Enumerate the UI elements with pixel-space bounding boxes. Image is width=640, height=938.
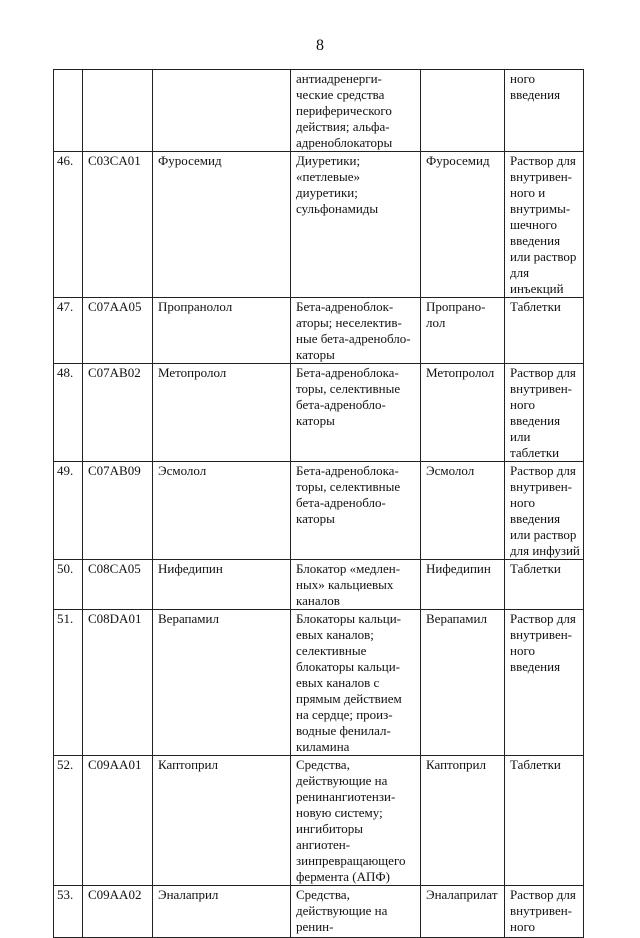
pharmacological-group: антиадренерги- ческие средства периферического действия; альфа- адреноблокаторы bbox=[291, 70, 421, 152]
inn-name: Нифедипин bbox=[421, 560, 505, 610]
dosage-form: Раствор для внутривен- ного bbox=[505, 886, 584, 938]
inn-name: Каптоприл bbox=[421, 756, 505, 886]
atc-code: C08CA05 bbox=[83, 560, 153, 610]
pharmacological-group: Бета-адреноблока- торы, селективные бета-адренобло- каторы bbox=[291, 364, 421, 462]
row-number: 46. bbox=[54, 152, 83, 298]
drug-name: Каптоприл bbox=[153, 756, 291, 886]
pharmacological-group: Блокатор «медлен- ных» кальциевых каналов bbox=[291, 560, 421, 610]
drug-name: Метопролол bbox=[153, 364, 291, 462]
row-number: 51. bbox=[54, 610, 83, 756]
atc-code: C07AB09 bbox=[83, 462, 153, 560]
atc-code: C03CA01 bbox=[83, 152, 153, 298]
dosage-form: Раствор для внутривен- ного введения bbox=[505, 610, 584, 756]
page-number: 8 bbox=[316, 37, 324, 54]
dosage-form: Таблетки bbox=[505, 560, 584, 610]
pharmacological-group: Диуретики; «петлевые» диуретики; сульфонамиды bbox=[291, 152, 421, 298]
dosage-form: ного введения bbox=[505, 70, 584, 152]
drug-name: Верапамил bbox=[153, 610, 291, 756]
drug-name: Нифедипин bbox=[153, 560, 291, 610]
drug-name: Эсмолол bbox=[153, 462, 291, 560]
inn-name: Верапамил bbox=[421, 610, 505, 756]
pharmacological-group: Средства, действующие на ренинангиотензи- новую систему; ингибиторы ангиотен- зинпревращающего фермента (АПФ) bbox=[291, 756, 421, 886]
atc-code: C07AB02 bbox=[83, 364, 153, 462]
drug-name: Эналаприл bbox=[153, 886, 291, 938]
table-row bbox=[54, 70, 584, 152]
dosage-form: Раствор для внутривен- ного введения или таблетки bbox=[505, 364, 584, 462]
dosage-form: Таблетки bbox=[505, 756, 584, 886]
pharmacological-group: Средства, действующие на ренин- bbox=[291, 886, 421, 938]
pharmacological-group: Бета-адреноблока- торы, селективные бета-адренобло- каторы bbox=[291, 462, 421, 560]
table-row bbox=[54, 756, 584, 886]
drug-name: Фуросемид bbox=[153, 152, 291, 298]
inn-name bbox=[421, 70, 505, 152]
table-row bbox=[54, 560, 584, 610]
table-row bbox=[54, 152, 584, 298]
row-number: 48. bbox=[54, 364, 83, 462]
drug-name: Пропранолол bbox=[153, 298, 291, 364]
atc-code: C09AA01 bbox=[83, 756, 153, 886]
table-row bbox=[54, 364, 584, 462]
inn-name: Пропрано- лол bbox=[421, 298, 505, 364]
table-row bbox=[54, 610, 584, 756]
atc-code bbox=[83, 70, 153, 152]
atc-code: C09AA02 bbox=[83, 886, 153, 938]
drug-table bbox=[53, 69, 584, 938]
inn-name: Фуросемид bbox=[421, 152, 505, 298]
dosage-form: Таблетки bbox=[505, 298, 584, 364]
table-row bbox=[54, 298, 584, 364]
table-row bbox=[54, 886, 584, 938]
inn-name: Эсмолол bbox=[421, 462, 505, 560]
drug-name bbox=[153, 70, 291, 152]
pharmacological-group: Бета-адреноблок- аторы; неселектив- ные бета-адренобло- каторы bbox=[291, 298, 421, 364]
row-number: 50. bbox=[54, 560, 83, 610]
row-number: 47. bbox=[54, 298, 83, 364]
atc-code: C07AA05 bbox=[83, 298, 153, 364]
table-row bbox=[54, 462, 584, 560]
row-number: 52. bbox=[54, 756, 83, 886]
row-number: 53. bbox=[54, 886, 83, 938]
atc-code: C08DA01 bbox=[83, 610, 153, 756]
row-number bbox=[54, 70, 83, 152]
dosage-form: Раствор для внутривен- ного введения или раствор для инфузий bbox=[505, 462, 584, 560]
dosage-form: Раствор для внутривен- ного и внутримы- шечного введения или раствор для инъекций bbox=[505, 152, 584, 298]
inn-name: Эналаприлат bbox=[421, 886, 505, 938]
row-number: 49. bbox=[54, 462, 83, 560]
inn-name: Метопролол bbox=[421, 364, 505, 462]
pharmacological-group: Блокаторы кальци- евых каналов; селективные блокаторы кальци- евых каналов с прямым действием на сердце; произ- водные фенилал- киламина bbox=[291, 610, 421, 756]
